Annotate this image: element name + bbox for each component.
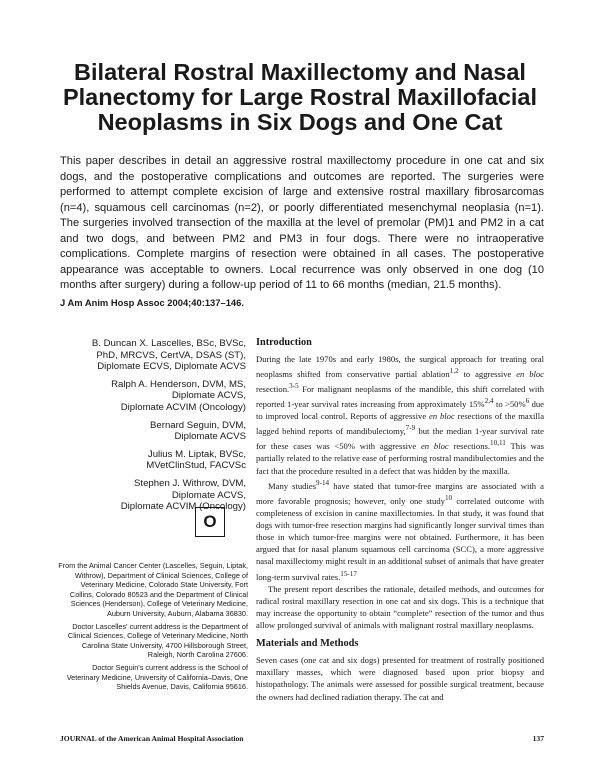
text-run: resections. <box>448 441 491 452</box>
citation-ref: 2,4 <box>484 397 494 406</box>
author-2 <box>58 379 246 414</box>
text-run: Many studies <box>268 480 316 491</box>
journal-name-rest: of the American Animal Hospital Association <box>96 734 244 743</box>
text-run: correlated outcome with completeness of excision in canine maxillectomies. In that study, it was found that dogs with tumor-free resection margins had significantly longer survival times than those in which tumor-free margins were not obtained. Furthermore, it has been argued that for nasal planum squamous cell carcinoma (SCC), a more aggressive nasal maxillectomy might result in an additional subset of animals that have greater long-term survival rates. <box>256 495 544 582</box>
text-run: For malignant neoplasms of the mandible, this shift correlated with reported 1-year survival rates increasing from approximately 15% <box>256 384 544 410</box>
intro-paragraph-1 <box>256 353 544 477</box>
citation-ref: 6 <box>525 397 530 406</box>
article-title: Bilateral Rostral Maxillectomy and Nasal Planectomy for Large Rostral Maxillofacial Neoplasms in Six Dogs and One Cat <box>62 59 538 135</box>
affiliation-1: From the Animal Cancer Center (Lascelles, Seguin, Liptak, Withrow), Department of Clinical Sciences, College of Veterinary Medicine, Colorado State University, Fort Collins, Colorado 80523 and the Department of Clinical Sciences (Henderson), College of Veterinary Medicine, Auburn University, Auburn, Alabama 36830. <box>58 561 248 618</box>
text-run: During the late 1970s and early 1980s, the surgical approach for treating oral neoplasms shifted from conservative partial ablation <box>256 354 544 380</box>
author-line: Diplomate ACVS, <box>171 390 246 402</box>
author-line: MVetClinStud, FACVSc <box>146 460 246 472</box>
citation-ref: 10 <box>444 493 453 502</box>
author-line: Stephen J. Withrow, DVM, <box>134 477 246 489</box>
body-column <box>256 336 544 703</box>
abstract <box>60 154 544 310</box>
abstract-text: This paper describes in detail an aggressive rostral maxillectomy procedure in one cat and six dogs, and the postoperative complications and outcomes are reported. The surgeries were performed to attempt complete excision of large and extensive rostral maxillary fibrosarcomas (n=4), squamous cell carcinomas (n=2), or poorly differentiated mesenchymal neoplasia (n=1). The surgeries involved transection of the maxilla at the level of premolar (PM)1 and PM2 in a cat and two dogs, and between PM2 and PM3 in four dogs. There were no intraoperative complications. Complete margins of resection were obtained in all cases. The postoperative appearance was acceptable to owners. Local recurrence was only observed in one dog (10 months after surgery) during a follow-up period of 11 to 66 months (median, 21.5 months). <box>60 155 544 291</box>
intro-paragraph-2 <box>256 477 544 583</box>
text-run: to aggressive <box>458 369 517 380</box>
author-line: PhD, MRCVS, CertVA, DSAS (ST), <box>96 349 246 361</box>
author-line: Ralph A. Henderson, DVM, MS, <box>111 378 246 390</box>
intro-paragraph-3: The present report describes the rationale, detailed methods, and outcomes for radical rostral maxillary resection in one cat and six dogs. This is a technique that may increase the opportunity to obtain “complete” resection of the tumor and thus allow prolonged survival of animals with malignant rostral maxillary neoplasms. <box>256 583 544 630</box>
text-run: resections of the maxilla lagged behind reports of mandibulectomy, <box>256 411 545 437</box>
citation-ref: 9-14 <box>316 478 330 487</box>
citation-ref: 7-9 <box>405 424 416 433</box>
author-line: Julius M. Liptak, BVSc, <box>147 448 246 460</box>
author-4 <box>58 449 246 472</box>
author-line: B. Duncan X. Lascelles, BSc, BVSc, <box>91 338 246 349</box>
author-line: Diplomate ACVIM (Oncology) <box>120 401 246 413</box>
author-3 <box>58 420 246 443</box>
text-run: due to improved local control. Reports of aggressive <box>256 399 544 422</box>
affiliation-3: Doctor Seguin's current address is the School of Veterinary Medicine, University of California–Davis, One Shields Avenue, Davis, California 95616. <box>66 662 248 692</box>
text-run: resection. <box>256 384 290 395</box>
citation-ref: 10,11 <box>490 439 506 448</box>
citation-ref: 1,2 <box>449 367 459 376</box>
author-1 <box>58 338 246 373</box>
italic-term: en bloc <box>516 369 544 380</box>
text-run: have stated that tumor-free margins are associated with a more favorable prognosis; however, only one study <box>256 480 544 506</box>
citation-ref: 3-5 <box>289 382 299 391</box>
journal-name-caps: JOURNAL <box>60 734 97 743</box>
citation: J Am Anim Hosp Assoc 2004;40:137–146. <box>60 296 244 308</box>
author-line: Diplomate ACVS <box>174 431 246 443</box>
article-type-badge: O <box>195 507 225 537</box>
affiliation-2: Doctor Lascelles' current address is the Department of Clinical Sciences, College of Veterinary Medicine, North Carolina State University, 4700 Hillsborough Street, Raleigh, North Carolina 27606. <box>67 621 248 660</box>
page-footer <box>60 734 544 743</box>
text-run: but the median 1-year survival rate for these cases was <50% with aggressive <box>256 426 544 452</box>
author-line: Diplomate ECVS, Diplomate ACVS <box>97 361 246 373</box>
italic-term: en bloc <box>429 411 455 422</box>
author-line: Diplomate ACVIM (Oncology) <box>120 501 246 513</box>
intro-heading: Introduction <box>256 337 312 348</box>
author-list <box>58 338 246 519</box>
author-line: Bernard Seguin, DVM, <box>150 419 246 431</box>
citation-ref: 15-17 <box>340 569 357 578</box>
text-run: to >50% <box>493 399 526 410</box>
journal-name <box>60 734 244 743</box>
affiliations <box>58 561 248 695</box>
text-run: This was partially related to the relative ease of performing rostral mandibulectomies and the fact that the procedure resulted in a defect that was hidden by the maxilla. <box>256 441 544 476</box>
methods-paragraph-1: Seven cases (one cat and six dogs) presented for treatment of rostrally positioned maxillary masses, which were diagnosed based upon prior biopsy and histopathology. The animals were assessed for possible surgical treatment, because the owners had declined radiation therapy. The cat and <box>256 655 544 702</box>
page-number: 137 <box>532 734 544 743</box>
italic-term: en bloc <box>420 441 449 452</box>
author-line: Diplomate ACVS, <box>171 489 246 501</box>
methods-heading: Materials and Methods <box>256 638 359 650</box>
